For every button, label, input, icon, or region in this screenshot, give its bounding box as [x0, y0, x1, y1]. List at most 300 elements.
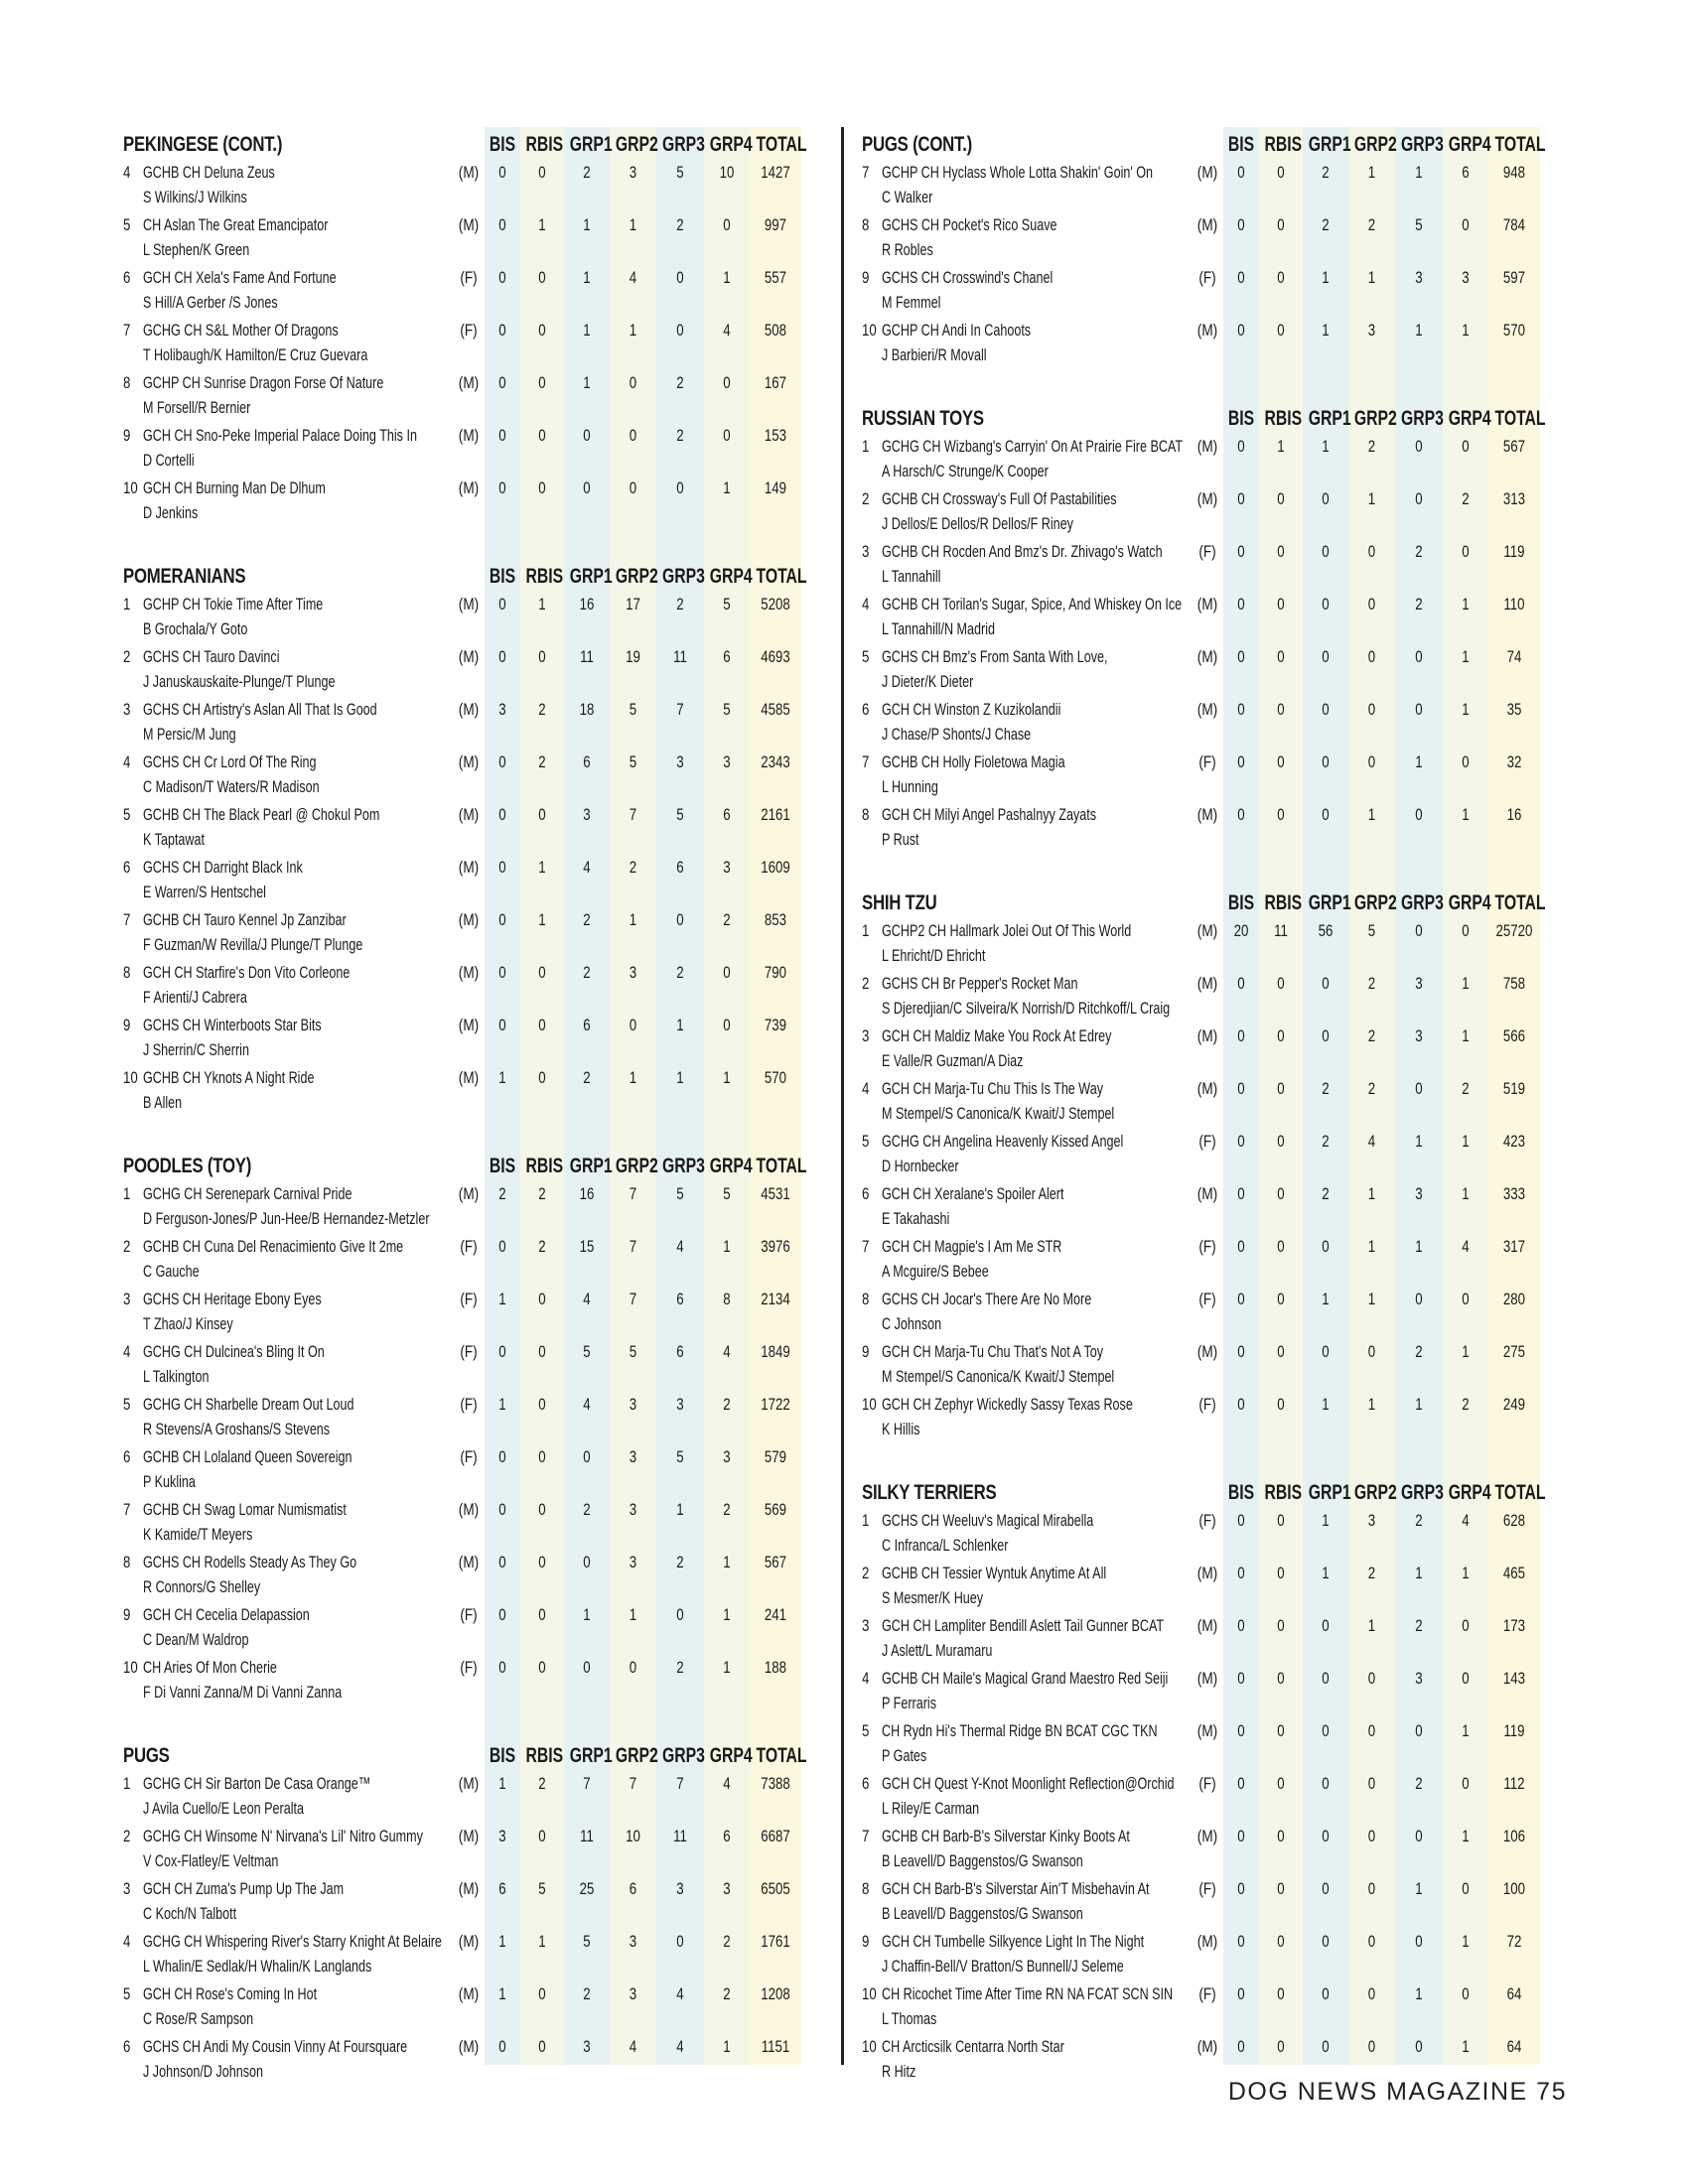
- ranking-row: [121, 424, 816, 477]
- stat-grp1: 11: [580, 1827, 594, 1845]
- stat-rbis: 0: [538, 1068, 546, 1087]
- stat-grp1: 0: [1322, 542, 1330, 561]
- stat-grp1: 0: [1322, 752, 1330, 771]
- stat-rbis: 1: [538, 858, 546, 877]
- dog-name: GCHB CH Barb-B's Silverstar Kinky Boots At: [882, 1827, 1130, 1845]
- ranking-row: [860, 1982, 1555, 2035]
- stat-bis: 0: [498, 858, 506, 877]
- stat-bis: 0: [1237, 805, 1245, 824]
- breed-title: PUGS (CONT.): [862, 133, 972, 156]
- stat-total: 557: [764, 268, 787, 287]
- ranking-row: [860, 1024, 1555, 1077]
- stat-grp3: 0: [1415, 1290, 1423, 1308]
- owner-names: S Hill/A Gerber /S Jones: [143, 293, 278, 312]
- stat-grp3: 1: [1415, 1237, 1423, 1256]
- dog-name: GCH CH Milyi Angel Pashalnyy Zayats: [882, 805, 1097, 824]
- stat-grp4: 2: [723, 1395, 731, 1414]
- column-header-rbis: RBIS: [1264, 133, 1303, 156]
- sex-indicator: (M): [1196, 2037, 1218, 2056]
- sex-indicator: (F): [1198, 1237, 1216, 1256]
- stat-total: 567: [764, 1553, 787, 1571]
- stat-rbis: 0: [538, 1290, 546, 1308]
- stat-grp4: 1: [1462, 974, 1470, 993]
- sex-indicator: (M): [1196, 163, 1218, 182]
- breed-title: POODLES (TOY): [123, 1155, 252, 1177]
- stat-grp1: 0: [583, 426, 591, 445]
- sex-indicator: (F): [1198, 1132, 1216, 1151]
- rank-number: 4: [123, 752, 131, 771]
- ranking-row: [121, 1014, 816, 1066]
- stat-grp1: 0: [1322, 1237, 1330, 1256]
- stat-grp4: 1: [1462, 1564, 1470, 1582]
- stat-grp2: 6: [629, 1879, 637, 1898]
- rank-number: 9: [862, 1932, 870, 1951]
- ranking-row: [860, 1772, 1555, 1825]
- rank-number: 7: [862, 163, 870, 182]
- ranking-row: [860, 1562, 1555, 1614]
- ranking-row: [860, 972, 1555, 1024]
- column-header-bis: BIS: [1227, 407, 1255, 430]
- stat-grp2: 2: [1367, 1564, 1376, 1582]
- stat-bis: 1: [498, 1068, 506, 1087]
- stat-grp4: 4: [723, 1774, 731, 1793]
- stat-grp2: 7: [629, 1184, 637, 1203]
- rank-number: 8: [123, 963, 131, 982]
- stat-grp1: 0: [1322, 489, 1330, 508]
- dog-name: GCH CH Marja-Tu Chu That's Not A Toy: [882, 1342, 1104, 1361]
- stat-grp2: 1: [1367, 1184, 1376, 1203]
- owner-names: J Aslett/L Muramaru: [882, 1641, 993, 1660]
- stat-rbis: 0: [538, 1658, 546, 1677]
- stat-grp2: 10: [626, 1827, 640, 1845]
- stat-total: 519: [1502, 1079, 1526, 1098]
- stat-grp3: 2: [1415, 1342, 1423, 1361]
- stat-grp2: 0: [1367, 1879, 1376, 1898]
- stat-grp2: 0: [1367, 700, 1376, 719]
- stat-grp4: 1: [723, 1068, 731, 1087]
- rank-number: 6: [862, 700, 870, 719]
- page-footer: DOG NEWS MAGAZINE 75: [1227, 2078, 1567, 2106]
- stat-grp2: 7: [629, 1237, 637, 1256]
- stat-total: 72: [1506, 1932, 1522, 1951]
- sex-indicator: (M): [458, 1774, 480, 1793]
- stat-total: 64: [1506, 2037, 1522, 2056]
- stat-grp2: 0: [1367, 1932, 1376, 1951]
- stat-grp3: 0: [676, 910, 684, 929]
- stat-total: 280: [1502, 1290, 1526, 1308]
- rank-number: 2: [862, 974, 870, 993]
- left-column: [121, 127, 816, 2081]
- stat-bis: 0: [1237, 437, 1245, 456]
- stat-rbis: 0: [1277, 1184, 1285, 1203]
- stat-bis: 1: [498, 1932, 506, 1951]
- dog-name: CH Arcticsilk Centarra North Star: [882, 2037, 1064, 2056]
- dog-name: GCHS CH Bmz's From Santa With Love,: [882, 647, 1108, 666]
- stat-grp3: 11: [673, 647, 687, 666]
- stat-bis: 0: [1237, 1827, 1245, 1845]
- owner-names: D Ferguson-Jones/P Jun-Hee/B Hernandez-Metzler: [143, 1209, 430, 1228]
- stat-grp3: 3: [676, 1879, 684, 1898]
- dog-name: GCHG CH S&L Mother Of Dragons: [143, 321, 339, 340]
- stat-grp2: 0: [629, 1658, 637, 1677]
- stat-grp3: 1: [676, 1068, 684, 1087]
- stat-rbis: 1: [538, 910, 546, 929]
- ranking-row: [860, 1130, 1555, 1182]
- stat-grp4: 1: [1462, 1184, 1470, 1203]
- stat-grp1: 0: [1322, 595, 1330, 614]
- dog-name: GCHS CH Cr Lord Of The Ring: [143, 752, 317, 771]
- stat-grp4: 2: [1462, 1395, 1470, 1414]
- stat-grp1: 2: [583, 163, 591, 182]
- breed-title: PEKINGESE (CONT.): [123, 133, 283, 156]
- dog-name: GCHP CH Tokie Time After Time: [143, 595, 324, 614]
- dog-name: GCH CH Quest Y-Knot Moonlight Reflection@Orchid: [882, 1774, 1175, 1793]
- ranking-row: [860, 1719, 1555, 1772]
- stat-grp1: 0: [1322, 1669, 1330, 1688]
- stat-bis: 0: [498, 1500, 506, 1519]
- rank-number: 3: [123, 1290, 131, 1308]
- stat-rbis: 2: [538, 1237, 546, 1256]
- ranking-row: [121, 1772, 816, 1825]
- stat-grp3: 1: [1415, 752, 1423, 771]
- sex-indicator: (F): [460, 1447, 478, 1466]
- ranking-row: [121, 961, 816, 1014]
- stat-total: 64: [1506, 1984, 1522, 2003]
- stat-grp2: 0: [629, 373, 637, 392]
- sex-indicator: (M): [1196, 1721, 1218, 1740]
- dog-name: GCH CH Tumbelle Silkyence Light In The Night: [882, 1932, 1145, 1951]
- rank-number: 8: [123, 1553, 131, 1571]
- stat-total: 570: [1502, 321, 1526, 340]
- stat-grp2: 0: [1367, 595, 1376, 614]
- dog-name: GCH CH Sno-Peke Imperial Palace Doing This In: [143, 426, 417, 445]
- stat-grp1: 2: [583, 963, 591, 982]
- ranking-row: [121, 1182, 816, 1235]
- stat-total: 758: [1502, 974, 1526, 993]
- stat-grp1: 1: [583, 1605, 591, 1624]
- ranking-row: [860, 1509, 1555, 1562]
- stat-grp4: 3: [723, 858, 731, 877]
- stat-grp2: 2: [629, 858, 637, 877]
- owner-names: K Kamide/T Meyers: [143, 1525, 253, 1544]
- sex-indicator: (M): [1196, 1932, 1218, 1951]
- stat-grp3: 0: [1415, 437, 1423, 456]
- stat-grp2: 1: [1367, 1616, 1376, 1635]
- stat-grp3: 0: [1415, 489, 1423, 508]
- ranking-row: [121, 1066, 816, 1119]
- sex-indicator: (F): [460, 268, 478, 287]
- ranking-row: [860, 213, 1555, 266]
- ranking-row: [121, 593, 816, 645]
- stat-total: 6687: [761, 1827, 790, 1845]
- stat-grp4: 1: [1462, 1932, 1470, 1951]
- stat-rbis: 0: [538, 963, 546, 982]
- stat-total: 35: [1506, 700, 1522, 719]
- stat-grp3: 0: [676, 1605, 684, 1624]
- stat-grp1: 1: [583, 268, 591, 287]
- ranking-row: [860, 266, 1555, 319]
- stat-grp1: 0: [1322, 1721, 1330, 1740]
- stat-grp2: 1: [1367, 268, 1376, 287]
- stat-grp1: 18: [579, 700, 595, 719]
- column-header-grp4: GRP4: [1448, 1481, 1491, 1504]
- stat-total: 313: [1502, 489, 1526, 508]
- stat-total: 508: [764, 321, 787, 340]
- stat-grp1: 6: [583, 752, 591, 771]
- rank-number: 8: [862, 1879, 870, 1898]
- stat-grp2: 5: [629, 1342, 637, 1361]
- stat-grp4: 8: [723, 1290, 731, 1308]
- sex-indicator: (M): [1196, 1564, 1218, 1582]
- section-header: [121, 1149, 816, 1182]
- owner-names: B Allen: [143, 1093, 183, 1112]
- dog-name: GCH CH Magpie's I Am Me STR: [882, 1237, 1062, 1256]
- stat-grp2: 1: [1367, 1237, 1376, 1256]
- stat-rbis: 0: [1277, 752, 1285, 771]
- stat-total: 579: [764, 1447, 787, 1466]
- dog-name: GCHS CH Heritage Ebony Eyes: [143, 1290, 322, 1308]
- stat-total: 567: [1502, 437, 1526, 456]
- dog-name: GCHB CH Tauro Kennel Jp Zanzibar: [143, 910, 347, 929]
- sex-indicator: (M): [458, 1827, 480, 1845]
- rank-number: 1: [862, 1511, 870, 1530]
- dog-name: GCHB CH Lolaland Queen Sovereign: [143, 1447, 352, 1466]
- stat-grp4: 1: [1462, 805, 1470, 824]
- ranking-row: [121, 1877, 816, 1930]
- rank-number: 10: [123, 1068, 138, 1087]
- stat-grp4: 2: [1462, 1079, 1470, 1098]
- owner-names: C Johnson: [882, 1314, 942, 1333]
- stat-grp3: 0: [1415, 647, 1423, 666]
- stat-bis: 1: [498, 1290, 506, 1308]
- sex-indicator: (F): [460, 1290, 478, 1308]
- dog-name: GCHS CH Winterboots Star Bits: [143, 1016, 322, 1034]
- stat-total: 1609: [761, 858, 790, 877]
- rank-number: 2: [123, 1237, 131, 1256]
- rank-number: 4: [123, 1932, 131, 1951]
- ranking-row: [860, 1667, 1555, 1719]
- sex-indicator: (F): [460, 1395, 478, 1414]
- column-header-total: TOTAL: [756, 133, 807, 156]
- stat-grp2: 2: [1367, 1079, 1376, 1098]
- sex-indicator: (M): [1196, 1342, 1218, 1361]
- stat-bis: 0: [1237, 321, 1245, 340]
- sex-indicator: (M): [1196, 647, 1218, 666]
- right-column: [860, 127, 1555, 2081]
- stat-grp3: 2: [676, 373, 684, 392]
- rank-number: 3: [862, 542, 870, 561]
- stat-bis: 0: [1237, 1342, 1245, 1361]
- stat-bis: 0: [1237, 1184, 1245, 1203]
- rank-number: 2: [862, 489, 870, 508]
- stat-grp1: 3: [583, 2037, 591, 2056]
- stat-grp3: 6: [676, 858, 684, 877]
- stat-bis: 0: [498, 1237, 506, 1256]
- stat-grp4: 6: [723, 647, 731, 666]
- stat-total: 143: [1502, 1669, 1526, 1688]
- stat-grp3: 3: [1415, 268, 1423, 287]
- stat-rbis: 0: [1277, 489, 1285, 508]
- stat-total: 32: [1506, 752, 1522, 771]
- stat-total: 2343: [761, 752, 790, 771]
- column-header-rbis: RBIS: [525, 1155, 564, 1177]
- stat-rbis: 0: [538, 268, 546, 287]
- stat-grp4: 0: [1462, 1290, 1470, 1308]
- column-header-grp4: GRP4: [1448, 407, 1491, 430]
- owner-names: L Tannahill/N Madrid: [882, 619, 995, 638]
- stat-grp1: 5: [583, 1342, 591, 1361]
- stat-total: 188: [764, 1658, 787, 1677]
- stat-bis: 0: [498, 647, 506, 666]
- stat-grp2: 0: [629, 1016, 637, 1034]
- stat-grp3: 1: [676, 1500, 684, 1519]
- sex-indicator: (F): [1198, 1879, 1216, 1898]
- sex-indicator: (M): [1196, 805, 1218, 824]
- stat-grp1: 1: [583, 321, 591, 340]
- stat-grp4: 2: [1462, 489, 1470, 508]
- stat-grp2: 7: [629, 805, 637, 824]
- rank-number: 5: [862, 1132, 870, 1151]
- ranking-row: [121, 1288, 816, 1340]
- sex-indicator: (M): [458, 478, 480, 497]
- stat-bis: 0: [498, 321, 506, 340]
- stat-grp2: 1: [629, 215, 637, 234]
- owner-names: J Johnson/D Johnson: [143, 2062, 263, 2081]
- column-header-grp1: GRP1: [1308, 133, 1351, 156]
- dog-name: GCHB CH Torilan's Sugar, Spice, And Whiskey On Ice: [882, 595, 1183, 614]
- stat-bis: 0: [498, 1553, 506, 1571]
- stat-bis: 0: [1237, 647, 1245, 666]
- ranking-row: [121, 751, 816, 803]
- breed-title: POMERANIANS: [123, 565, 246, 588]
- stat-grp3: 4: [676, 2037, 684, 2056]
- stat-rbis: 11: [1274, 921, 1288, 940]
- ranking-row: [860, 1930, 1555, 1982]
- stat-bis: 0: [498, 1658, 506, 1677]
- rank-number: 10: [123, 1658, 138, 1677]
- stat-bis: 0: [1237, 542, 1245, 561]
- stat-grp3: 3: [676, 1395, 684, 1414]
- sex-indicator: (F): [460, 321, 478, 340]
- owner-names: P Rust: [882, 830, 919, 849]
- dog-name: GCHS CH Crosswind's Chanel: [882, 268, 1054, 287]
- stat-bis: 0: [1237, 489, 1245, 508]
- stat-grp3: 3: [1415, 1026, 1423, 1045]
- owner-names: F Arienti/J Cabrera: [143, 988, 247, 1007]
- stat-bis: 0: [1237, 1616, 1245, 1635]
- stat-bis: 0: [1237, 268, 1245, 287]
- stat-rbis: 0: [1277, 1237, 1285, 1256]
- stat-grp4: 0: [723, 963, 731, 982]
- column-header-bis: BIS: [1227, 133, 1255, 156]
- stat-rbis: 0: [538, 2037, 546, 2056]
- rank-number: 5: [123, 1395, 131, 1414]
- ranking-row: [860, 1877, 1555, 1930]
- dog-name: GCHS CH Andi My Cousin Vinny At Foursquare: [143, 2037, 408, 2056]
- owner-names: J Sherrin/C Sherrin: [143, 1040, 249, 1059]
- stat-total: 3976: [761, 1237, 790, 1256]
- stat-bis: 0: [1237, 1395, 1245, 1414]
- sex-indicator: (F): [1198, 752, 1216, 771]
- stat-grp2: 0: [1367, 1721, 1376, 1740]
- stat-grp4: 0: [1462, 437, 1470, 456]
- stat-grp1: 0: [583, 1658, 591, 1677]
- stat-bis: 0: [498, 1016, 506, 1034]
- column-header-grp1: GRP1: [569, 1744, 613, 1767]
- rank-number: 10: [862, 321, 877, 340]
- dog-name: GCH CH Starfire's Don Vito Corleone: [143, 963, 351, 982]
- stat-bis: 2: [498, 1184, 506, 1203]
- column-header-total: TOTAL: [1494, 891, 1546, 914]
- ranking-row: [860, 751, 1555, 803]
- stat-grp4: 1: [723, 1237, 731, 1256]
- stat-grp4: 4: [1462, 1237, 1470, 1256]
- stat-grp2: 0: [1367, 1342, 1376, 1361]
- column-header-bis: BIS: [489, 565, 516, 588]
- owner-names: E Warren/S Hentschel: [143, 883, 266, 901]
- stat-grp3: 5: [676, 1447, 684, 1466]
- owner-names: P Kuklina: [143, 1472, 196, 1491]
- stat-total: 25720: [1495, 921, 1533, 940]
- sex-indicator: (M): [458, 1500, 480, 1519]
- column-header-grp3: GRP3: [662, 133, 705, 156]
- column-header-rbis: RBIS: [525, 1744, 564, 1767]
- stat-grp3: 0: [1415, 1827, 1423, 1845]
- stat-rbis: 5: [538, 1879, 546, 1898]
- section-header: [860, 127, 1555, 161]
- stat-grp2: 4: [629, 268, 637, 287]
- ranking-row: [860, 1235, 1555, 1288]
- dog-name: GCHS CH Weeluv's Magical Mirabella: [882, 1511, 1094, 1530]
- owner-names: M Forsell/R Bernier: [143, 398, 251, 417]
- stat-grp4: 0: [723, 215, 731, 234]
- stat-bis: 3: [498, 700, 506, 719]
- stat-rbis: 0: [1277, 1879, 1285, 1898]
- sex-indicator: (M): [458, 163, 480, 182]
- stat-grp1: 0: [1322, 1879, 1330, 1898]
- stat-bis: 0: [498, 215, 506, 234]
- dog-name: GCHS CH Br Pepper's Rocket Man: [882, 974, 1078, 993]
- stat-total: 423: [1502, 1132, 1526, 1151]
- owner-names: R Robles: [882, 240, 933, 259]
- sex-indicator: (M): [458, 752, 480, 771]
- stat-grp1: 1: [1322, 1290, 1330, 1308]
- stat-rbis: 0: [1277, 268, 1285, 287]
- stat-grp2: 1: [629, 1068, 637, 1087]
- stat-bis: 0: [1237, 1290, 1245, 1308]
- ranking-row: [121, 161, 816, 213]
- sex-indicator: (F): [1198, 1395, 1216, 1414]
- rank-number: 5: [123, 805, 131, 824]
- stat-grp2: 3: [629, 1500, 637, 1519]
- sex-indicator: (M): [1196, 974, 1218, 993]
- stat-total: 853: [764, 910, 787, 929]
- stat-grp4: 5: [723, 595, 731, 614]
- sex-indicator: (M): [1196, 595, 1218, 614]
- stat-rbis: 0: [1277, 1774, 1285, 1793]
- ranking-row: [121, 1551, 816, 1603]
- owner-names: F Di Vanni Zanna/M Di Vanni Zanna: [143, 1683, 343, 1702]
- column-header-grp4: GRP4: [1448, 133, 1491, 156]
- stat-grp1: 0: [583, 1447, 591, 1466]
- owner-names: D Cortelli: [143, 451, 195, 470]
- stat-bis: 0: [1237, 2037, 1245, 2056]
- stat-bis: 0: [1237, 1564, 1245, 1582]
- stat-grp1: 2: [583, 1984, 591, 2003]
- rank-number: 6: [123, 858, 131, 877]
- stat-rbis: 0: [538, 1984, 546, 2003]
- stat-total: 1208: [761, 1984, 790, 2003]
